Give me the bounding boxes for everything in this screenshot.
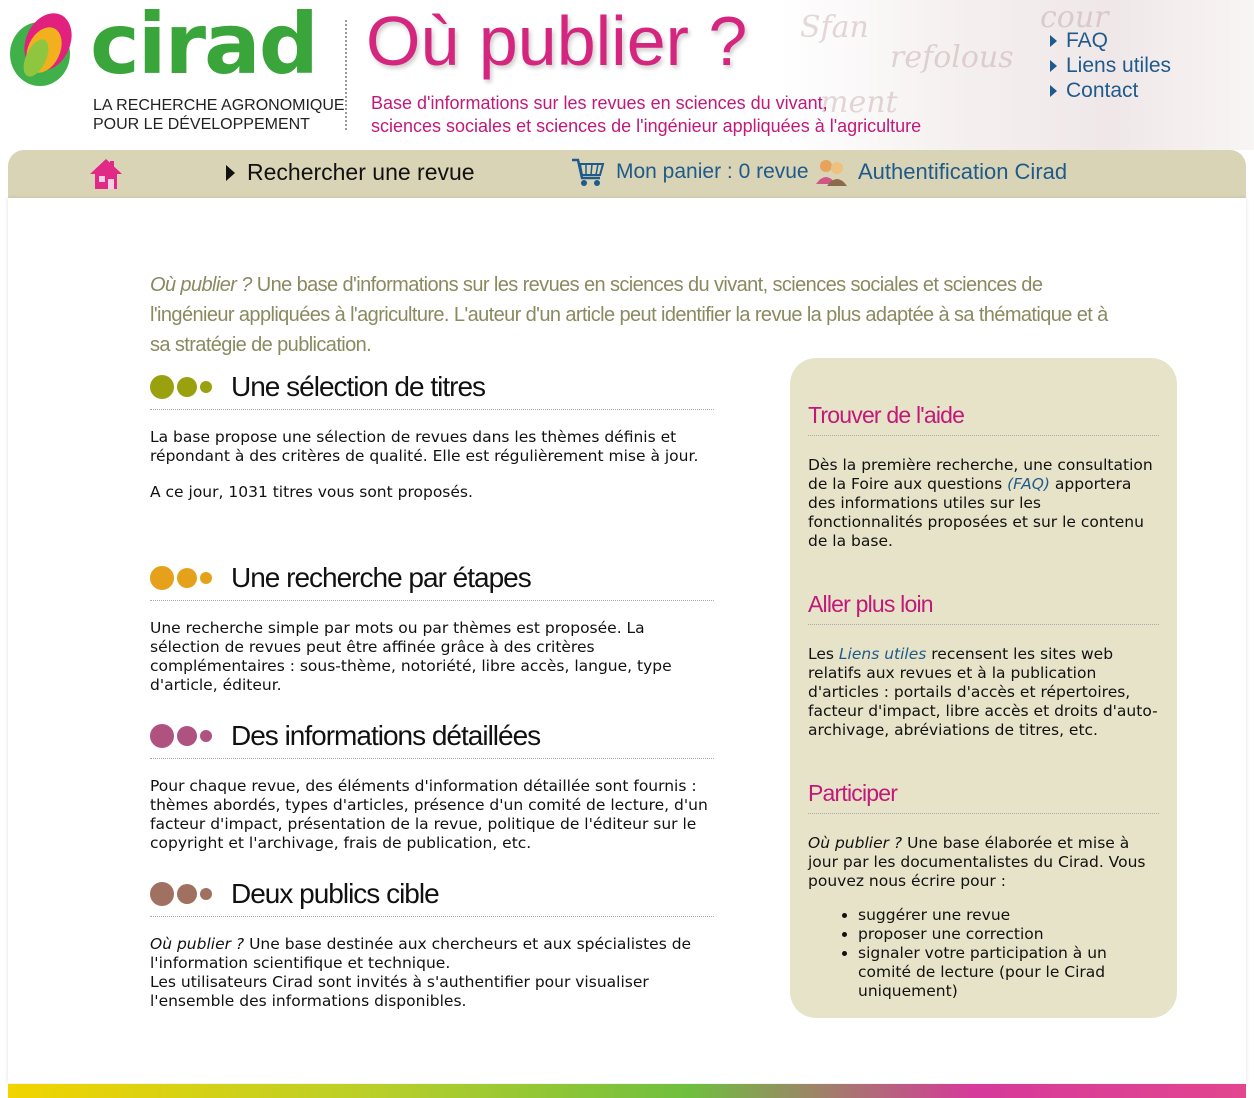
shopping-cart-icon [570, 156, 606, 188]
useful-links-inline-link[interactable]: Liens utiles [838, 645, 927, 663]
section-lead: Où publier ? [150, 935, 245, 953]
search-journal-label: Rechercher une revue [247, 159, 475, 185]
site-title: Où publier ? [366, 2, 748, 80]
section-heading [150, 873, 714, 917]
section-selection [150, 366, 714, 519]
header-manuscript-texture: Sfan refolous cour ment [780, 0, 1254, 150]
cart-link[interactable] [570, 156, 809, 188]
cart-label: Mon panier : 0 revue [616, 160, 809, 183]
participate-list [858, 906, 1159, 1001]
help-title: Trouver de l'aide [808, 402, 1159, 436]
section-title: Des informations détaillées [231, 719, 541, 751]
section-body [150, 777, 714, 853]
tagline-line-1: LA RECHERCHE AGRONOMIQUE [93, 97, 345, 114]
section-heading [150, 557, 714, 601]
site-subtitle-line-2: sciences sociales et sciences de l'ingénieur appliquées à l'agriculture [371, 116, 922, 136]
section-paragraph: Une recherche simple par mots ou par thèmes est proposée. La sélection de revues peut être affinée grâce à des critères complémentaires : sous-thème, notoriété, libre accès, langue, type d'article, éditeur. [150, 619, 672, 694]
participate-title: Participer [808, 780, 1159, 814]
cirad-logo-icon[interactable] [8, 8, 78, 88]
site-subtitle [371, 92, 921, 138]
site-header [0, 0, 1254, 150]
bullet-dots-icon [150, 566, 215, 590]
further-text-before: Les [808, 645, 839, 663]
section-paragraph-text: Une base destinée aux chercheurs et aux spécialistes de l'information scientifique et technique. [150, 935, 692, 972]
triangle-right-icon [226, 165, 235, 181]
participate-intro [808, 834, 1159, 891]
faq-link[interactable] [1050, 28, 1171, 53]
further-title: Aller plus loin [808, 591, 1159, 625]
list-item: • proposer une correction [858, 925, 1159, 944]
tagline-line-2: POUR LE DÉVELOPPEMENT [93, 116, 310, 133]
list-item: • signaler votre participation à un comité de lecture (pour le Cirad uniquement) [858, 944, 1159, 1001]
section-paragraph: Les utilisateurs Cirad sont invités à s'authentifier pour visualiser l'ensemble des informations disponibles. [150, 973, 649, 1010]
intro-body: Une base d'informations sur les revues en sciences du vivant, sciences sociales et sciences de l'ingénieur appliquées à l'agriculture. L'auteur d'un article peut identifier la revue la plus adaptée à sa thématique et à sa stratégie de publication. [150, 274, 1108, 356]
useful-links-link[interactable] [1050, 53, 1171, 78]
further-text-after: recensent les sites web relatifs aux revues et à la publication d'articles : portails d'accès et répertoires, facteur d'impact, libre accès et droits d'auto-archivage, abréviations de titres, etc. [808, 645, 1158, 739]
list-item: • suggérer une revue [858, 906, 1159, 925]
further-text [808, 645, 1159, 740]
help-text [808, 456, 1159, 551]
section-paragraph [150, 935, 714, 973]
help-text-before: Dès la première recherche, une consultation de la Foire aux questions [808, 456, 1153, 493]
useful-links-label: Liens utiles [1066, 53, 1172, 77]
cirad-tagline [93, 96, 345, 134]
section-paragraph: La base propose une sélection de revues dans les thèmes définis et répondant à des critères de qualité. Elle est régulièrement mise à jour. [150, 428, 699, 465]
faq-inline-link[interactable]: (FAQ) [1007, 475, 1050, 493]
section-detailed-info [150, 715, 714, 870]
help-text-after: apportera des informations utiles sur les fonctionnalités proposées et sur le contenu de la base. [808, 475, 1144, 550]
section-body [150, 935, 714, 1011]
contact-link-label: Contact [1066, 78, 1139, 102]
section-title: Une sélection de titres [231, 370, 486, 402]
title-count-text: A ce jour, 1031 titres vous sont proposés. [150, 483, 473, 501]
top-links [1050, 28, 1171, 103]
section-heading [150, 366, 714, 410]
site-subtitle-line-1: Base d'informations sur les revues en sciences du vivant, [371, 93, 828, 113]
cirad-auth-label: Authentification Cirad [858, 159, 1068, 184]
triangle-right-icon [1050, 60, 1057, 72]
header-divider [345, 20, 347, 130]
participate-text [808, 834, 1159, 1001]
help-sidebar [790, 358, 1177, 1018]
section-target-audience [150, 873, 714, 1011]
participate-intro-text: Une base élaborée et mise à jour par les documentalistes du Cirad. Vous pouvez nous écrire pour : [808, 834, 1146, 890]
users-icon [814, 156, 848, 188]
intro-text [150, 270, 1130, 360]
search-journal-link[interactable] [226, 159, 475, 186]
section-title: Une recherche par étapes [231, 561, 531, 593]
section-heading [150, 715, 714, 759]
section-paragraph: Pour chaque revue, des éléments d'information détaillée sont fournis : thèmes abordés, types d'articles, présence d'un comité de lecture, d'un facteur d'impact, présentation de la revue, politique de l'éditeur sur le copyright et l'archivage, frais de publication, etc. [150, 777, 708, 852]
section-body [150, 619, 714, 695]
triangle-right-icon [1050, 35, 1057, 47]
bullet-dots-icon [150, 882, 215, 906]
participate-lead: Où publier ? [808, 834, 903, 852]
cirad-auth-link[interactable] [814, 156, 1067, 188]
triangle-right-icon [1050, 85, 1057, 97]
main-nav [8, 150, 1246, 198]
faq-link-label: FAQ [1066, 28, 1109, 52]
home-icon[interactable] [88, 157, 124, 191]
section-body [150, 428, 714, 502]
section-search-steps [150, 557, 714, 712]
intro-lead: Où publier ? [150, 274, 252, 296]
footer-color-band [8, 1084, 1246, 1098]
bullet-dots-icon [150, 724, 215, 748]
contact-link[interactable] [1050, 78, 1171, 103]
section-title: Deux publics cible [231, 877, 439, 909]
cirad-wordmark[interactable]: cirad [90, 0, 317, 93]
bullet-dots-icon [150, 375, 215, 399]
